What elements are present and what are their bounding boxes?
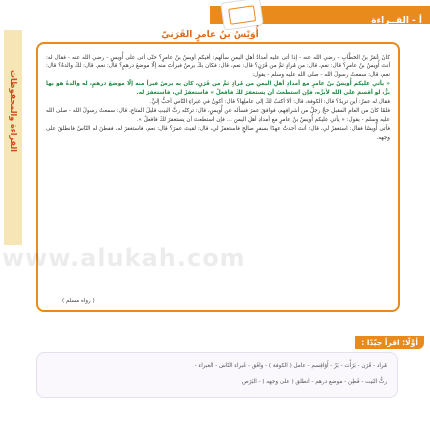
watermark: www.alukah.com: [2, 244, 246, 272]
section-header-label: أ - القــراءة: [371, 16, 422, 26]
passage-paragraph: فقال له عمرُ: أين تريدُ؟ قال: الكوفة، قال: ألا أكتبُ لكَ إلى عاملِها؟ قال: أكونُ في غبراءِ النّاسِ أحبُّ إليَّ.: [149, 99, 390, 106]
book-icon: [220, 0, 264, 31]
passage-source: ( رواه مسلم ): [62, 298, 95, 304]
side-tab-label: القراءة والمحفوظات: [9, 70, 18, 153]
vocabulary-tag: أوَّلًا: اقرأ جيّدًا :: [355, 336, 424, 349]
passage-paragraph: فلمّا كانَ من العامِ المقبلِ حجَّ رجلٌ من أشرافِهم، فوافقَ عمرَ فسأله عن أُويسٍ، قال: تركتُه رثَّ البيتِ قليلَ المتاعِ، قال: سمعتُ رسولَ الله - صلى الله عليه وسلم - يقول: « يأتي عليكم أُويسُ بنُ عامرٍ مع أمدادِ أهلِ اليمنِ ... فإن استطعتَ أن يستغفرَ لكَ فافعلْ ».: [46, 108, 390, 123]
vocabulary-box: [36, 352, 398, 398]
side-tab: [4, 30, 22, 245]
vocabulary-line: مُراد - قَرَن - بَرَأْت - بَرّ - أَوَاقِسم - عامل ( الكوفة ) - وافَق - غَبراء النّاس - الغبراء -: [194, 363, 387, 369]
vocabulary-line: رثُّ البَيت - فَطِن - موضع درهم - انطلق ( على وجهه ) - البَرَص: [241, 379, 387, 385]
passage-paragraph: « يأتي عليكم أُويسُ بنُ عامرٍ مع أمدادِ أهلِ اليمنِ من مُرادٍ ثمَّ من قَرَنٍ، كان به برصٌ فبرأ منه إلّا موضعَ درهمٍ، له والدةٌ هو بها برٌّ، لو أقسمَ على الله لأبرَّه، فإن استطعتَ أن يستغفرَ لكَ فافعلْ » فاستغفرْ لي، فاستغفرَ له.: [46, 81, 390, 96]
book-icon-frame: [228, 5, 256, 24]
passage-title: أُوَيْسُ بنُ عامرٍ القَرَنيّ: [161, 30, 259, 40]
passage-paragraph: كانَ عُمَرُ بنُ الخطَّابِ - رضي الله عنه - إذا أتى عليه أمدادُ أهلِ اليمنِ سألهم: أفيكم أويسُ بنُ عامرٍ؟ حتّى أتى على أُويسٍ - رضي الله عنه - فقال له: أنتَ أُويسُ بنُ عامرٍ؟ قال: نعم، قال: من مُرادٍ ثمَّ من قَرَنٍ؟ قال: نعم، قال: فكان بكَ برصٌ فبرأتَ منه إلّا موضعَ درهمٍ؟ قال: نعم. قال: لكَ والدةٌ؟ قال: نعم، قال: سمعتُ رسولَ الله - صلى الله عليه وسلم - يقول:: [46, 55, 390, 78]
passage-body: [46, 54, 390, 143]
passage-paragraph: فأتى أُويسًا فقال: استغفرْ لي، قال: أنتَ أحدثُ عهدًا بسفرٍ صالحٍ فاستغفرْ لي، قال: لقيتَ عمرَ؟ قال: نعم، فاستغفرَ له، ففطنَ له النّاسُ فانطلقَ على وجهه.: [46, 126, 390, 141]
